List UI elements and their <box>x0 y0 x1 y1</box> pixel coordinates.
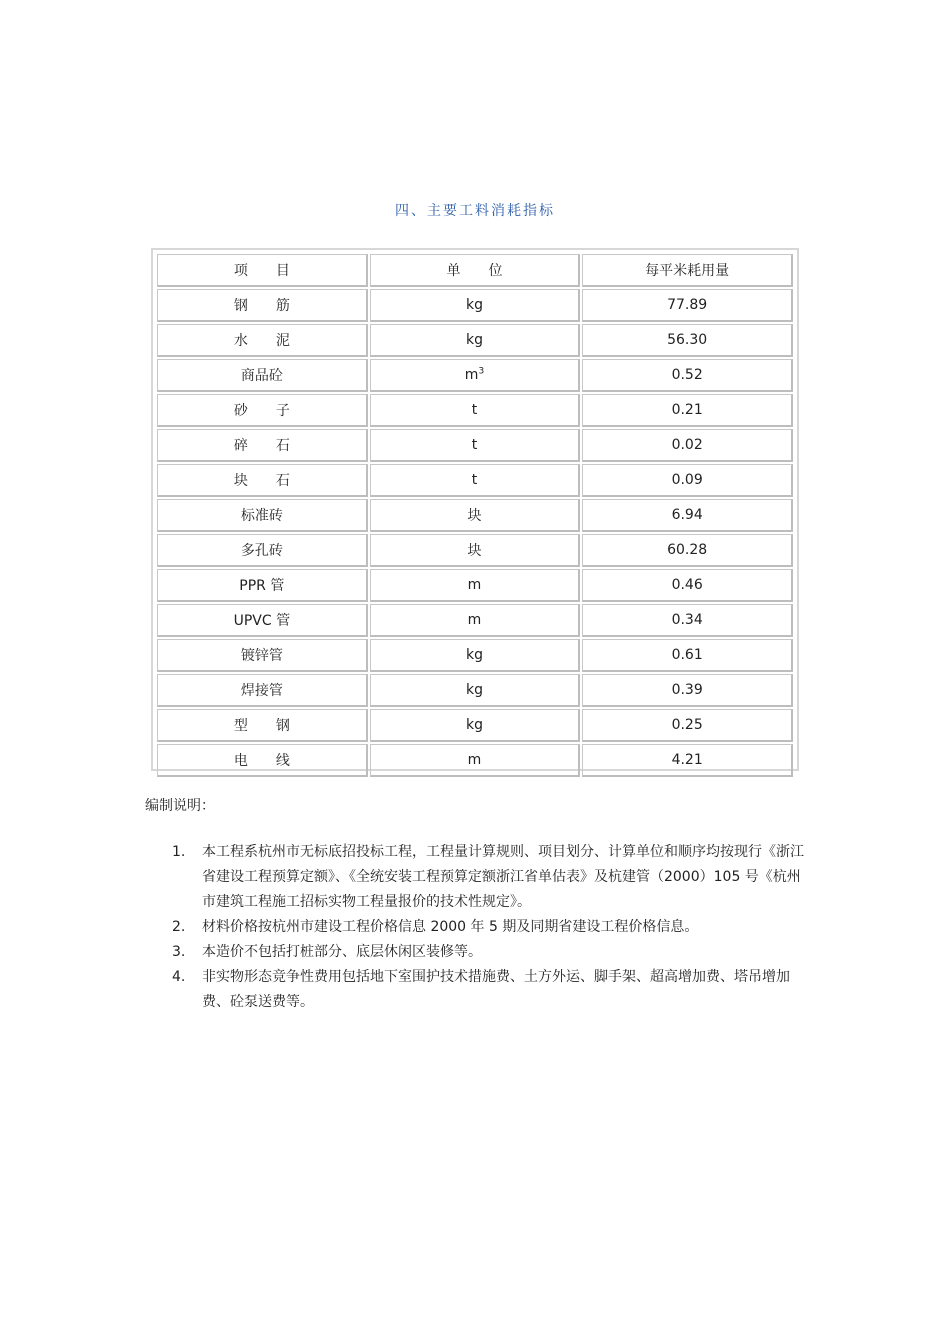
table-row <box>157 394 793 427</box>
unit-text: kg <box>465 647 483 663</box>
table-row <box>157 534 793 567</box>
note-text: 非实物形态竞争性费用包括地下室围护技术措施费、土方外运、脚手架、超高增加费、塔吊增加费、砼泵送费等。 <box>202 969 790 1010</box>
unit-text: kg <box>465 717 483 733</box>
note-number: 1. <box>172 844 186 860</box>
cell-usage: 0.61 <box>582 639 793 672</box>
table-row <box>157 499 793 532</box>
cell-unit <box>370 429 581 462</box>
cell-item: 标准砖 <box>157 499 368 532</box>
cell-item: 块 石 <box>157 464 368 497</box>
cell-unit <box>370 709 581 742</box>
note-text: 本工程系杭州市无标底招投标工程，工程量计算规则、项目划分、计算单位和顺序均按现行《浙江省建设工程预算定额》、《全统安装工程预算定额浙江省单估表》及杭建管（2000）105 号《杭州市建筑工程施工招标实物工程量报价的技术性规定》。 <box>202 844 804 910</box>
table-row <box>157 359 793 392</box>
cell-item: 砂 子 <box>157 394 368 427</box>
unit-text: t <box>471 402 478 418</box>
table-row <box>157 604 793 637</box>
header-item: 项 目 <box>157 254 368 287</box>
cell-unit <box>370 289 581 322</box>
materials-table <box>155 252 795 779</box>
note-number: 3. <box>172 944 186 960</box>
unit-text: m <box>464 367 479 383</box>
table-row <box>157 324 793 357</box>
note-number: 2. <box>172 919 186 935</box>
notes-heading: 编制说明： <box>145 798 215 814</box>
unit-text: 块 <box>467 543 482 559</box>
header-usage: 每平米耗用量 <box>582 254 793 287</box>
table-row <box>157 464 793 497</box>
notes-list <box>172 840 812 1015</box>
unit-text: kg <box>465 682 483 698</box>
cell-unit <box>370 744 581 777</box>
cell-item: 商品砼 <box>157 359 368 392</box>
cell-usage: 0.25 <box>582 709 793 742</box>
note-item <box>172 965 812 1015</box>
cell-unit <box>370 464 581 497</box>
cell-usage: 0.52 <box>582 359 793 392</box>
table-row <box>157 674 793 707</box>
cell-usage: 0.09 <box>582 464 793 497</box>
cell-usage: 0.46 <box>582 569 793 602</box>
unit-text: t <box>471 472 478 488</box>
cell-unit <box>370 674 581 707</box>
table-row <box>157 429 793 462</box>
cell-usage: 4.21 <box>582 744 793 777</box>
unit-text: m <box>467 752 482 768</box>
unit-text: t <box>471 437 478 453</box>
cell-usage: 56.30 <box>582 324 793 357</box>
unit-text: m <box>467 612 482 628</box>
cell-usage: 0.21 <box>582 394 793 427</box>
cell-item: 镀锌管 <box>157 639 368 672</box>
section-title: 四、主要工料消耗指标 <box>395 203 555 219</box>
cell-item: 焊接管 <box>157 674 368 707</box>
cell-unit <box>370 604 581 637</box>
unit-text: kg <box>465 297 483 313</box>
table-row <box>157 709 793 742</box>
cell-unit <box>370 639 581 672</box>
note-item <box>172 840 812 915</box>
unit-text: m <box>467 577 482 593</box>
cell-usage: 60.28 <box>582 534 793 567</box>
cell-unit <box>370 359 581 392</box>
cell-unit <box>370 534 581 567</box>
note-item <box>172 940 812 965</box>
cell-usage: 0.34 <box>582 604 793 637</box>
cell-item: 型 钢 <box>157 709 368 742</box>
cell-unit <box>370 324 581 357</box>
cell-unit <box>370 394 581 427</box>
note-number: 4. <box>172 969 186 985</box>
unit-superscript: 3 <box>478 366 485 377</box>
unit-text: 块 <box>467 508 482 524</box>
cell-usage: 0.02 <box>582 429 793 462</box>
cell-item: 水 泥 <box>157 324 368 357</box>
cell-item: 多孔砖 <box>157 534 368 567</box>
cell-usage: 77.89 <box>582 289 793 322</box>
materials-table-frame <box>151 248 799 771</box>
table-row <box>157 289 793 322</box>
unit-text: kg <box>465 332 483 348</box>
cell-usage: 0.39 <box>582 674 793 707</box>
cell-item: 钢 筋 <box>157 289 368 322</box>
table-row <box>157 744 793 777</box>
cell-unit <box>370 569 581 602</box>
table-header-row <box>157 254 793 287</box>
table-row <box>157 569 793 602</box>
cell-item: 碎 石 <box>157 429 368 462</box>
note-text: 材料价格按杭州市建设工程价格信息 2000 年 5 期及同期省建设工程价格信息。 <box>202 919 699 935</box>
cell-item: 电 线 <box>157 744 368 777</box>
cell-usage: 6.94 <box>582 499 793 532</box>
table-row <box>157 639 793 672</box>
cell-item: UPVC 管 <box>157 604 368 637</box>
header-unit: 单 位 <box>370 254 581 287</box>
cell-unit <box>370 499 581 532</box>
note-item <box>172 915 812 940</box>
cell-item: PPR 管 <box>157 569 368 602</box>
note-text: 本造价不包括打桩部分、底层休闲区装修等。 <box>202 944 482 960</box>
